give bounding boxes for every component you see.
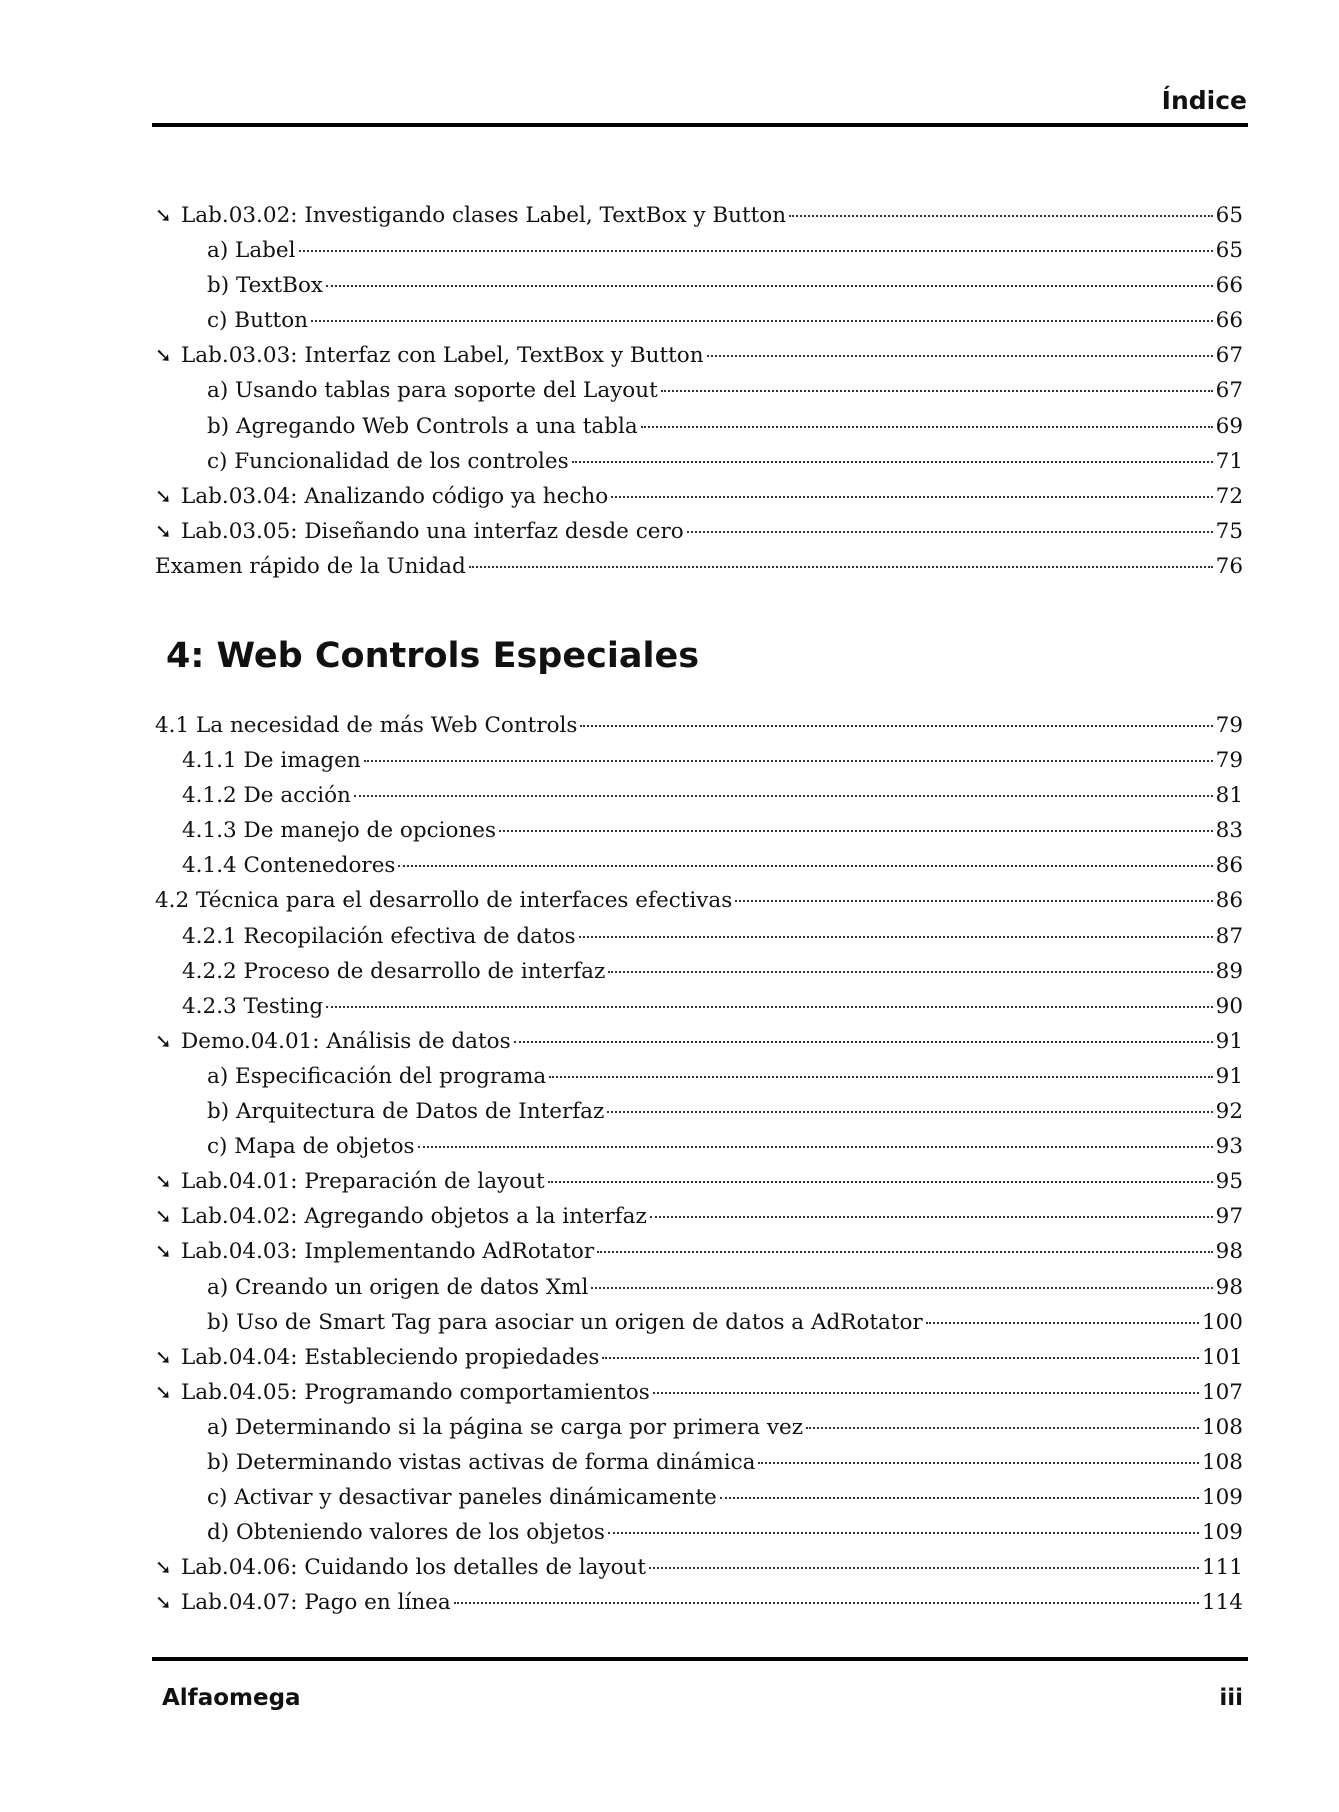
toc-entry-page: 67 — [1215, 378, 1243, 404]
toc-entry-title: 4.1.4 Contenedores — [182, 853, 396, 879]
toc-entry-title: 4.2.1 Recopilación efectiva de datos — [182, 923, 576, 949]
toc-entry[interactable] — [155, 1450, 1243, 1485]
toc-entry-title: c) Activar y desactivar paneles dinámicamente — [207, 1485, 717, 1511]
dot-leader — [661, 390, 1213, 392]
toc-entry[interactable] — [155, 449, 1243, 484]
dot-leader — [649, 1567, 1199, 1569]
dot-leader — [398, 865, 1212, 867]
toc-entry[interactable] — [155, 818, 1243, 853]
toc-entry-title: b) Arquitectura de Datos de Interfaz — [207, 1099, 605, 1125]
dot-leader — [548, 1181, 1213, 1183]
dot-leader — [572, 461, 1213, 463]
toc-entry[interactable] — [155, 1169, 1243, 1204]
toc-entry-page: 114 — [1201, 1590, 1243, 1616]
dot-leader — [364, 760, 1213, 762]
toc-entry-title: Lab.04.07: Pago en línea — [181, 1590, 451, 1616]
dot-leader — [720, 1497, 1199, 1499]
dot-leader — [758, 1462, 1198, 1464]
toc-entry[interactable] — [155, 554, 1243, 589]
toc-entry[interactable] — [155, 1380, 1243, 1415]
dot-leader — [650, 1216, 1213, 1218]
toc-entry-title: 4.1.1 De imagen — [182, 748, 361, 774]
toc-entry-title: 4.1.3 De manejo de opciones — [182, 818, 497, 844]
toc-entry[interactable] — [155, 308, 1243, 343]
toc-entry-page: 66 — [1215, 308, 1243, 334]
toc-entry-page: 93 — [1215, 1134, 1243, 1160]
toc-entry-page: 71 — [1215, 448, 1243, 474]
toc-entry-title: b) Agregando Web Controls a una tabla — [207, 413, 638, 439]
lab-arrow-icon: ➘ — [155, 1590, 172, 1615]
toc-entry[interactable] — [155, 994, 1243, 1029]
toc-entry-page: 76 — [1215, 553, 1243, 579]
toc-entry[interactable] — [155, 1064, 1243, 1099]
toc-entry[interactable] — [155, 1415, 1243, 1450]
toc-entry-title: Lab.03.03: Interfaz con Label, TextBox y Button — [181, 343, 704, 369]
toc-entry-page: 109 — [1201, 1520, 1243, 1546]
toc-entry-page: 91 — [1215, 1063, 1243, 1089]
toc-entry-page: 107 — [1201, 1379, 1243, 1405]
toc-entry[interactable] — [155, 203, 1243, 238]
dot-leader — [611, 496, 1212, 498]
toc-entry-page: 109 — [1201, 1485, 1243, 1511]
dot-leader — [326, 1006, 1213, 1008]
toc-section-chapter-4 — [155, 713, 1243, 1625]
dot-leader — [597, 1251, 1213, 1253]
toc-entry-page: 90 — [1215, 993, 1243, 1019]
toc-entry[interactable] — [155, 888, 1243, 923]
toc-entry-title: a) Usando tablas para soporte del Layout — [207, 378, 658, 404]
dot-leader — [687, 531, 1213, 533]
toc-entry[interactable] — [155, 1345, 1243, 1380]
toc-entry-title: b) Determinando vistas activas de forma dinámica — [207, 1449, 756, 1475]
toc-entry-page: 108 — [1201, 1414, 1243, 1440]
toc-entry-page: 98 — [1215, 1274, 1243, 1300]
toc-entry-title: a) Especificación del programa — [207, 1063, 547, 1089]
toc-entry-title: c) Funcionalidad de los controles — [207, 448, 569, 474]
lab-arrow-icon: ➘ — [155, 1204, 172, 1229]
toc-entry-page: 111 — [1201, 1555, 1243, 1581]
toc-entry-title: Lab.04.03: Implementando AdRotator — [181, 1239, 595, 1265]
toc-entry-page: 65 — [1215, 203, 1243, 228]
toc-entry-page: 67 — [1215, 343, 1243, 369]
toc-entry-page: 69 — [1215, 413, 1243, 439]
dot-leader — [469, 566, 1213, 568]
toc-entry-title: Demo.04.01: Análisis de datos — [181, 1028, 511, 1054]
dot-leader — [806, 1427, 1199, 1429]
toc-entry[interactable] — [155, 238, 1243, 273]
toc-entry-page: 72 — [1215, 483, 1243, 509]
dot-leader — [326, 285, 1213, 287]
toc-entry-page: 66 — [1215, 273, 1243, 299]
toc-entry[interactable] — [155, 519, 1243, 554]
toc-entry-title: a) Label — [207, 238, 296, 264]
dot-leader — [418, 1146, 1213, 1148]
lab-arrow-icon: ➘ — [155, 203, 172, 227]
footer-rule — [152, 1657, 1248, 1661]
dot-leader — [653, 1392, 1199, 1394]
toc-entry-page: 92 — [1215, 1099, 1243, 1125]
toc-entry-title: b) TextBox — [207, 273, 324, 299]
toc-entry[interactable] — [155, 1590, 1243, 1625]
dot-leader — [607, 1111, 1212, 1113]
toc-entry[interactable] — [155, 748, 1243, 783]
dot-leader — [602, 1357, 1199, 1359]
dot-leader — [707, 355, 1213, 357]
dot-leader — [311, 320, 1213, 322]
toc-entry[interactable] — [155, 273, 1243, 308]
dot-leader — [580, 725, 1212, 727]
dot-leader — [299, 250, 1213, 252]
dot-leader — [789, 215, 1213, 217]
toc-entry[interactable] — [155, 1310, 1243, 1345]
toc-entry-title: 4.1 La necesidad de más Web Controls — [155, 713, 578, 738]
toc-entry[interactable] — [155, 853, 1243, 888]
toc-entry-page: 98 — [1215, 1239, 1243, 1265]
toc-entry-page: 97 — [1215, 1204, 1243, 1230]
lab-arrow-icon: ➘ — [155, 1555, 172, 1580]
footer-page-number: iii — [1219, 1685, 1243, 1711]
toc-entry[interactable] — [155, 1239, 1243, 1274]
toc-entry[interactable] — [155, 924, 1243, 959]
dot-leader — [499, 830, 1213, 832]
lab-arrow-icon: ➘ — [155, 1028, 172, 1053]
dot-leader — [549, 1076, 1212, 1078]
toc-entry-page: 87 — [1215, 923, 1243, 949]
toc-entry-title: Lab.04.01: Preparación de layout — [181, 1169, 545, 1195]
toc-entry-page: 100 — [1201, 1309, 1243, 1335]
toc-entry-title: Lab.04.05: Programando comportamientos — [181, 1379, 650, 1405]
toc-entry[interactable] — [155, 343, 1243, 378]
toc-entry-page: 89 — [1215, 958, 1243, 984]
toc-entry-title: a) Determinando si la página se carga por primera vez — [207, 1414, 804, 1440]
toc-entry[interactable] — [155, 959, 1243, 994]
dot-leader — [641, 426, 1213, 428]
toc-entry-title: 4.2.3 Testing — [182, 993, 324, 1019]
toc-entry-title: 4.2 Técnica para el desarrollo de interfaces efectivas — [155, 888, 733, 914]
toc-entry[interactable] — [155, 484, 1243, 519]
toc-entry-title: Lab.04.06: Cuidando los detalles de layout — [181, 1555, 647, 1581]
toc-entry[interactable] — [155, 414, 1243, 449]
toc-entry[interactable] — [155, 1134, 1243, 1169]
toc-entry-title: b) Uso de Smart Tag para asociar un origen de datos a AdRotator — [207, 1309, 923, 1335]
dot-leader — [454, 1602, 1199, 1604]
toc-entry-page: 83 — [1215, 818, 1243, 844]
lab-arrow-icon: ➘ — [155, 1379, 172, 1404]
toc-entry-title: c) Mapa de objetos — [207, 1134, 415, 1160]
toc-entry-page: 101 — [1201, 1344, 1243, 1370]
toc-entry-page: 79 — [1215, 713, 1243, 738]
toc-entry-page: 108 — [1201, 1449, 1243, 1475]
dot-leader — [608, 1532, 1199, 1534]
toc-entry-page: 86 — [1215, 888, 1243, 914]
lab-arrow-icon: ➘ — [155, 1239, 172, 1264]
toc-entry-page: 91 — [1215, 1028, 1243, 1054]
toc-entry-title: Lab.03.02: Investigando clases Label, TextBox y Button — [181, 203, 787, 228]
toc-entry-page: 65 — [1215, 238, 1243, 264]
toc-entry[interactable] — [155, 1204, 1243, 1239]
toc-entry-title: d) Obteniendo valores de los objetos — [207, 1520, 605, 1546]
toc-entry-page: 95 — [1215, 1169, 1243, 1195]
footer-publisher: Alfaomega — [162, 1685, 301, 1711]
header-rule — [152, 123, 1248, 127]
toc-entry[interactable] — [155, 783, 1243, 818]
lab-arrow-icon: ➘ — [155, 518, 172, 543]
toc-section-chapter-3 — [155, 203, 1243, 589]
dot-leader — [926, 1322, 1199, 1324]
toc-entry-title: Lab.04.04: Estableciendo propiedades — [181, 1344, 600, 1370]
toc-entry-page: 81 — [1215, 783, 1243, 809]
dot-leader — [591, 1287, 1212, 1289]
lab-arrow-icon: ➘ — [155, 483, 172, 508]
toc-entry[interactable] — [155, 1555, 1243, 1590]
toc-entry-page: 86 — [1215, 853, 1243, 879]
lab-arrow-icon: ➘ — [155, 1169, 172, 1194]
dot-leader — [514, 1041, 1213, 1043]
toc-entry-page: 75 — [1215, 518, 1243, 544]
toc-entry-page: 79 — [1215, 748, 1243, 774]
toc-entry-title: 4.2.2 Proceso de desarrollo de interfaz — [182, 958, 606, 984]
running-header: Índice — [1161, 86, 1247, 115]
toc-entry[interactable] — [155, 378, 1243, 413]
toc-entry[interactable] — [155, 713, 1243, 748]
toc-entry[interactable] — [155, 1520, 1243, 1555]
toc-entry-title: Examen rápido de la Unidad — [155, 553, 466, 579]
toc-entry-title: Lab.03.04: Analizando código ya hecho — [181, 483, 609, 509]
toc-entry-title: 4.1.2 De acción — [182, 783, 351, 809]
toc-entry[interactable] — [155, 1029, 1243, 1064]
toc-entry[interactable] — [155, 1099, 1243, 1134]
dot-leader — [354, 795, 1213, 797]
dot-leader — [579, 936, 1213, 938]
toc-entry-title: Lab.04.02: Agregando objetos a la interfaz — [181, 1204, 647, 1230]
lab-arrow-icon: ➘ — [155, 1344, 172, 1369]
toc-entry-title: a) Creando un origen de datos Xml — [207, 1274, 589, 1300]
chapter-heading: 4: Web Controls Especiales — [166, 636, 700, 676]
toc-entry-title: c) Button — [207, 308, 308, 334]
lab-arrow-icon: ➘ — [155, 343, 172, 368]
toc-entry-title: Lab.03.05: Diseñando una interfaz desde cero — [181, 518, 684, 544]
dot-leader — [608, 971, 1212, 973]
dot-leader — [735, 900, 1212, 902]
toc-entry[interactable] — [155, 1485, 1243, 1520]
toc-entry[interactable] — [155, 1275, 1243, 1310]
